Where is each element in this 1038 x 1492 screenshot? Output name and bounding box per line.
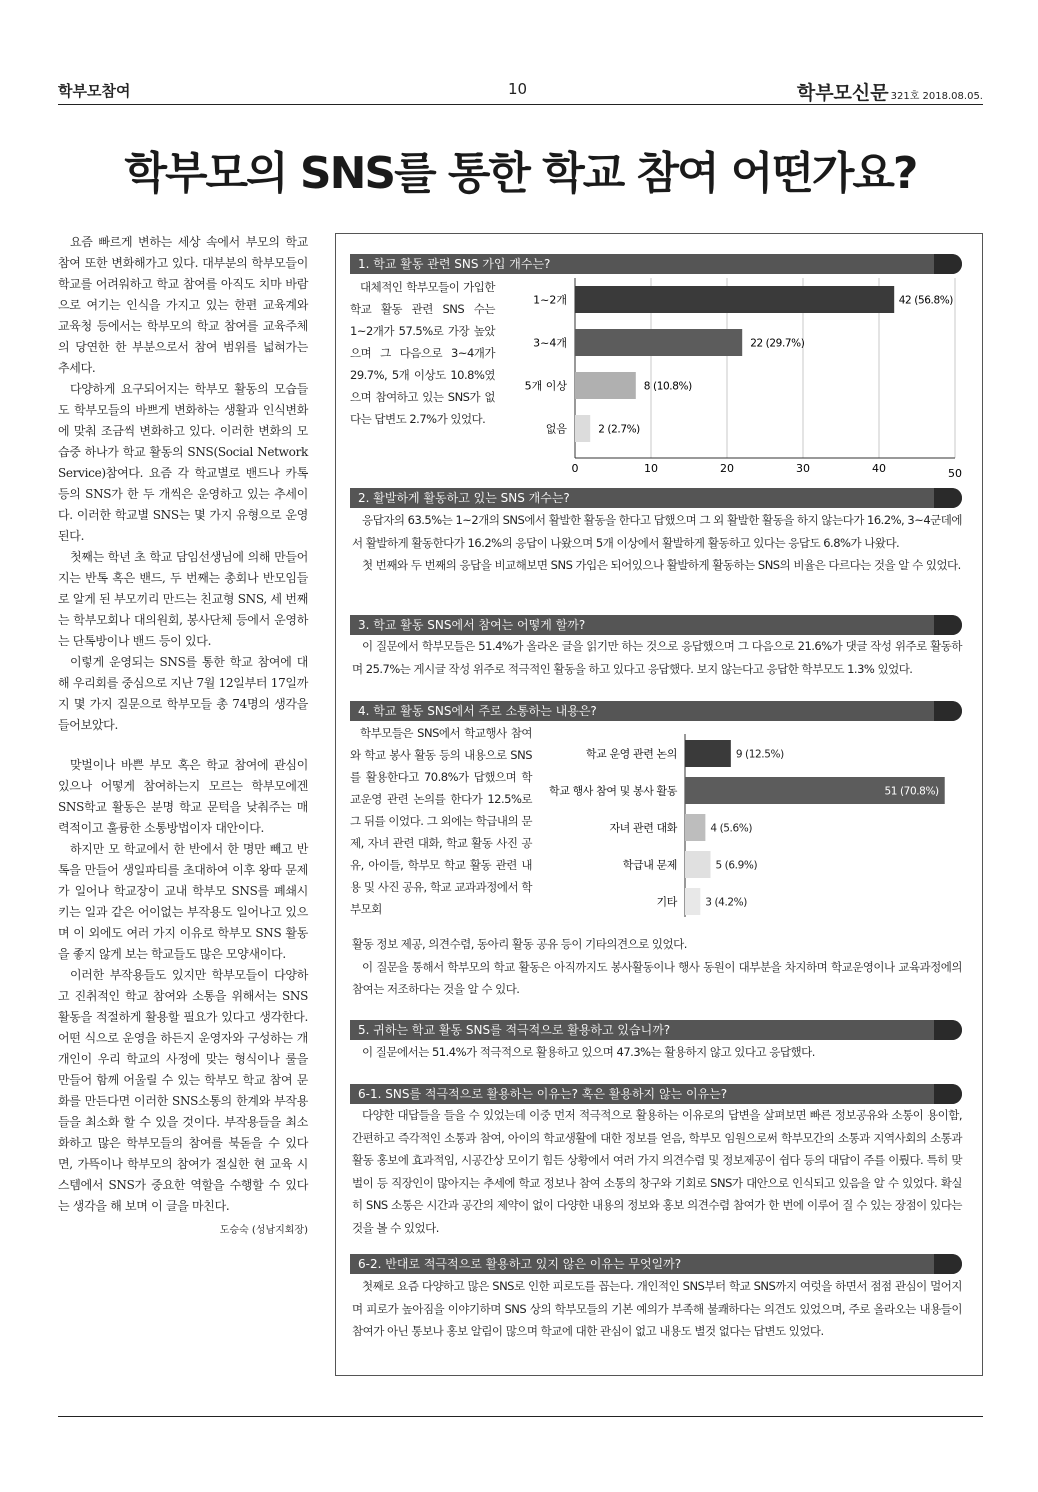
section-paragraph: 대체적인 학부모들이 가입한 학교 활동 관련 SNS 수는 1~2개가 57.5%로 가장 높았으며 그 다음으로 3~4개가 29.7%, 5개 이상도 10.8%였으며 참여하고 있는 SNS가 없다는 답변도 2.7%가 있었다.	[350, 280, 495, 426]
value-label: 2 (2.7%)	[598, 423, 640, 436]
x-tick-label: 50	[948, 467, 962, 478]
section-3-text	[352, 635, 962, 680]
x-tick-label: 40	[872, 462, 886, 475]
newspaper-logo	[797, 78, 983, 105]
bar	[575, 372, 636, 399]
article-paragraph: 이렇게 운영되는 SNS를 통한 학교 참여에 대해 우리회를 중심으로 지난 7월 12일부터 17일까지 몇 가지 질문으로 학부모들 총 74명의 생각을 들어보았다.	[58, 655, 308, 732]
category-label: 학급내 문제	[622, 858, 677, 872]
value-label: 3 (4.2%)	[705, 896, 747, 909]
header-rule	[58, 104, 983, 105]
value-label: 8 (10.8%)	[643, 380, 692, 393]
bar	[575, 329, 742, 356]
headline: 학부모의 SNS를 통한 학교 참여 어떤가요?	[124, 148, 917, 199]
bar	[685, 814, 705, 841]
section-paragraph: 다양한 대답들을 들을 수 있었는데 이중 먼저 적극적으로 활용하는 이유로의 답변을 살펴보면 빠른 정보공유와 소통이 용이함, 간편하고 즉각적인 소통과 참여, 아이의 학교생활에 대한 정보를 얻음, 학부모 임원으로써 학부모간의 소통과 지역사회의 소통과 활동 홍보에 효과적임, 시공간상 모이기 힘든 상황에서 여러 가지 의견수렴 및 정보제공이 쉽다 등의 대답이 주를 이뤘다. 특히 맞벌이 등 직장인이 많아지는 추세에 학교 정보나 참여 소통의 창구와 기회로 SNS가 대안으로 인식되고 있음을 알 수 있었다. 확실히 SNS 소통은 시간과 공간의 제약이 없이 다양한 내용의 정보와 홍보 의견수렴 참여가 한 번에 이루어 질 수 있는 장점이 있다는 것을 볼 수 있었다.	[352, 1108, 962, 1235]
section-name: 학부모참여	[58, 82, 131, 100]
section-6-2-header	[350, 1254, 962, 1274]
article-paragraph: 다양하게 요구되어지는 학부모 활동의 모습들도 학부모들의 바쁘게 변화하는 생활과 인식변화에 맞춰 조금씩 변화하고 있다. 이러한 변화의 모습중 하나가 학교 활동의 SNS(Social Network Service)참여다. 요즘 각 학교별로 밴드나 카톡 등의 SNS가 한 두 개씩은 운영하고 있는 추세이다. 이러한 학교별 SNS는 몇 가지 유형으로 운영된다.	[58, 382, 308, 543]
bar	[575, 286, 894, 313]
x-tick-label: 0	[571, 462, 579, 475]
bar	[685, 740, 731, 767]
sns-topic-chart	[535, 734, 965, 924]
paragraph-gap	[58, 736, 308, 755]
footer-rule	[58, 1416, 983, 1417]
section-paragraph: 이 질문을 통해서 학부모의 학교 활동은 아직까지도 봉사활동이나 행사 동원이 대부분을 차지하며 학교운영이나 교육과정에의 참여는 저조하다는 것을 알 수 있다.	[352, 959, 962, 996]
section-6-1-text	[352, 1104, 962, 1239]
page-number: 10	[508, 80, 528, 98]
article-paragraph: 맞벌이나 바쁜 부모 혹은 학교 참여에 관심이 있으나 어떻게 참여하는지 모르는 학부모에겐 SNS학교 활동은 분명 학교 문턱을 낮춰주는 매력적이고 훌륭한 소통방법이자 대안이다.	[58, 758, 308, 835]
header-tab	[934, 254, 962, 274]
section-5-text	[352, 1041, 962, 1064]
author-byline: 도승숙 (성남지회장)	[219, 1225, 308, 1236]
category-label: 5개 이상	[524, 379, 567, 393]
value-label: 5 (6.9%)	[715, 859, 758, 872]
section-paragraph: 첫 번째와 두 번째의 응답을 비교해보면 SNS 가입은 되어있으나 활발하게 활동하는 SNS의 비율은 다르다는 것을 알 수 있었다.	[362, 558, 961, 572]
section-1-header	[350, 254, 962, 274]
section-paragraph: 이 질문에서 학부모들은 51.4%가 올라온 글을 읽기만 하는 것으로 응답했으며 그 다음으로 21.6%가 댓글 작성 위주로 활동하며 25.7%는 게시글 작성 위주로 적극적인 활동을 하고 있다고 응답했다. 보지 않는다고 응답한 학부모도 1.3% 있었다.	[352, 639, 962, 676]
article-paragraph: 하지만 모 학교에서 한 반에서 한 명만 빼고 반 톡을 만들어 생일파티를 초대하여 이후 왕따 문제가 일어나 학교장이 교내 학부모 SNS를 폐쇄시키는 일과 같은 어이없는 부작용도 일어나고 있으며 이 외에도 여러 가지 이유로 학부모 SNS 활동을 좋지 않게 보는 학교들도 많은 모양새이다.	[58, 842, 308, 961]
section-paragraph: 활동 정보 제공, 의견수렴, 동아리 활동 공유 등이 기타의견으로 있었다.	[352, 937, 687, 951]
section-title: 5. 귀하는 학교 활동 SNS를 적극적으로 활용하고 있습니까?	[358, 1023, 671, 1037]
category-label: 학교 행사 참여 및 봉사 활동	[549, 784, 677, 798]
section-2-text	[352, 509, 962, 577]
section-title: 6-1. SNS를 적극적으로 활용하는 이유는? 혹은 활용하지 않는 이유는?	[358, 1087, 728, 1101]
sns-count-chart	[505, 278, 975, 478]
header-tab	[934, 1020, 962, 1040]
brand-name: 학부모신문	[796, 82, 889, 104]
x-tick-label: 10	[644, 462, 658, 475]
section-6-1-header	[350, 1084, 962, 1104]
section-2-header	[350, 488, 962, 508]
category-label: 자녀 관련 대화	[609, 821, 677, 835]
category-label: 3~4개	[533, 336, 567, 350]
section-title: 2. 활발하게 활동하고 있는 SNS 개수는?	[358, 491, 570, 505]
value-label: 42 (56.8%)	[898, 294, 953, 307]
header-tab	[934, 701, 962, 721]
section-paragraph: 이 질문에서는 51.4%가 적극적으로 활용하고 있으며 47.3%는 활용하지 않고 있다고 응답했다.	[362, 1045, 815, 1059]
section-title: 3. 학교 활동 SNS에서 참여는 어떻게 할까?	[358, 618, 586, 632]
header-tab	[934, 615, 962, 635]
value-label: 4 (5.6%)	[710, 822, 753, 835]
section-paragraph: 첫째로 요즘 다양하고 많은 SNS로 인한 피로도를 꼽는다. 개인적인 SNS부터 학교 SNS까지 여럿을 하면서 점점 관심이 멀어지며 피로가 높아짐을 이야기하며 SNS 상의 학부모들의 기본 예의가 부족해 불쾌하다는 의견도 있었으며, 주로 올라오는 내용들이 참여가 아닌 통보나 홍보 알림이 많으며 학교에 대한 관심이 없고 내용도 별것 없다는 답변도 있었다.	[352, 1279, 962, 1338]
category-label: 1~2개	[533, 293, 567, 307]
bar	[575, 415, 590, 442]
value-label: 51 (70.8%)	[884, 785, 939, 798]
section-3-header	[350, 615, 962, 635]
section-4-side-text	[350, 722, 532, 920]
article-paragraph: 첫째는 학년 초 학교 담임선생님에 의해 만들어 지는 반톡 혹은 밴드, 두 번째는 총회나 반모임들로 알게 된 부모끼리 만드는 친교형 SNS, 세 번째는 학부모회나 대의원회, 봉사단체 등에서 운영하는 단톡방이나 밴드 등이 있다.	[58, 550, 308, 648]
section-1-text	[350, 276, 495, 430]
x-tick-label: 20	[720, 462, 734, 475]
section-title: 6-2. 반대로 적극적으로 활용하고 있지 않은 이유는 무엇일까?	[358, 1257, 682, 1271]
header-tab	[934, 488, 962, 508]
value-label: 9 (12.5%)	[735, 748, 784, 761]
section-title: 1. 학교 활동 관련 SNS 가입 개수는?	[358, 257, 551, 271]
category-label: 학교 운영 관련 논의	[585, 747, 677, 761]
article-paragraph: 요즘 빠르게 변하는 세상 속에서 부모의 학교 참여 또한 변화해가고 있다. 대부분의 학부모들이 학교를 어려워하고 학교 참여를 아직도 치마 바람으로 여기는 인식을 가지고 있는 한편 교육계와 교육청 등에서는 학부모의 학교 참여를 교육주체의 당연한 한 부분으로서 참여 범위를 넓혀가는 추세다.	[58, 235, 308, 375]
x-tick-label: 30	[796, 462, 810, 475]
section-4-header	[350, 701, 962, 721]
section-4-text	[352, 933, 962, 1001]
issue-date: 321호 2018.08.05.	[890, 91, 983, 102]
section-title: 4. 학교 활동 SNS에서 주로 소통하는 내용은?	[358, 704, 597, 718]
article-paragraph: 이러한 부작용들도 있지만 학부모들이 다양하고 진취적인 학교 참여와 소통을 위해서는 SNS 활동을 적절하게 활용할 필요가 있다고 생각한다. 어떤 식으로 운영을 하든지 운영자와 구성하는 개개인이 우리 학교의 사정에 맞는 형식이나 룰을 만들어 함께 어울릴 수 있는 학부모 학교 참여 문화를 만든다면 이러한 SNS소통의 한계와 부작용들을 최소화 할 수 있을 것이다. 부작용들을 최소화하고 많은 학부모들의 참여를 북돋을 수 있다면, 가뜩이나 학부모의 참여가 절실한 현 교육 시스템에서 SNS가 중요한 역할을 수행할 수 있다는 생각을 해 보며 이 글을 마친다.	[58, 968, 308, 1213]
section-paragraph: 학부모들은 SNS에서 학교행사 참여와 학교 봉사 활동 등의 내용으로 SNS를 활용한다고 70.8%가 답했으며 학교운영 관련 논의를 한다가 12.5%로 그 뒤를 이었다. 그 외에는 학급내의 문제, 자녀 관련 대화, 학교 활동 사진 공유, 아이들, 학부모 학교 활동 관련 내용 및 사진 공유, 학교 교과과정에서 학부모회	[350, 726, 532, 916]
section-paragraph: 응답자의 63.5%는 1~2개의 SNS에서 활발한 활동을 한다고 답했으며 그 외 활발한 활동을 하지 않는다가 16.2%, 3~4군데에서 활발하게 활동한다가 16.2%의 응답이 나왔으며 5개 이상에서 활발하게 활동하고 있다는 응답도 6.8%가 나왔다.	[352, 513, 962, 550]
header-tab	[934, 1084, 962, 1104]
article-column	[58, 232, 308, 1236]
bar	[685, 851, 710, 878]
category-label: 기타	[656, 895, 677, 909]
page-header	[58, 78, 983, 104]
header-tab	[934, 1254, 962, 1274]
bar	[685, 888, 700, 915]
section-6-2-text	[352, 1275, 962, 1343]
category-label: 없음	[545, 422, 567, 436]
value-label: 22 (29.7%)	[750, 337, 805, 350]
section-5-header	[350, 1020, 962, 1040]
